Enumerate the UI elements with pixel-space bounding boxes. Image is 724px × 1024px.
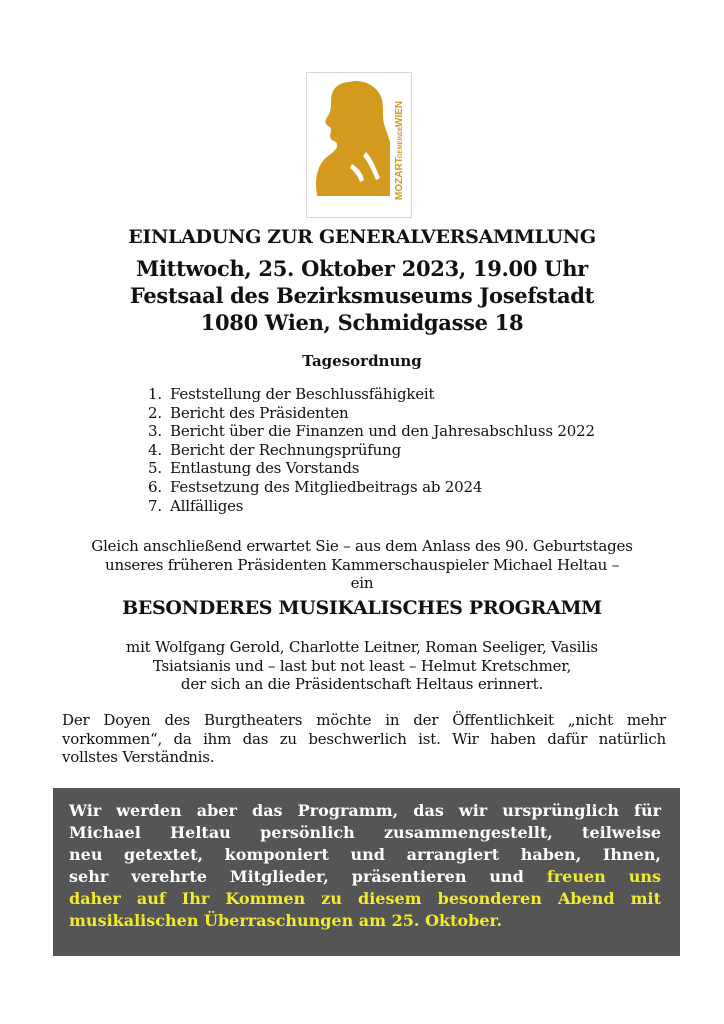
agenda-title: Tagesordnung xyxy=(302,352,422,370)
agenda-item: 3. Bericht über die Finanzen und den Jahresabschluss 2022 xyxy=(148,422,595,441)
event-venue: Festsaal des Bezirksmuseums Josefstadt xyxy=(129,283,595,308)
notice-highlight: daher auf Ihr Kommen zu diesem besonderen Abend mit xyxy=(69,889,661,908)
agenda-item: 7. Allfälliges xyxy=(148,496,244,515)
svg-text:MOZART: MOZART xyxy=(394,157,405,200)
svg-text:GEMEINDE: GEMEINDE xyxy=(398,125,404,158)
agenda-item: 6. Festsetzung des Mitgliedbeitrags ab 2024 xyxy=(148,477,483,496)
artists-paragraph: mit Wolfgang Gerold, Charlotte Leitner, Roman Seeliger, Vasilis Tsiatsianis und – last but not least – Helmut Kretschmer, der sich an die Präsidentschaft Heltaus erinnert. xyxy=(126,638,598,694)
notice-highlight: musikalischen Überraschungen am 25. Oktober. xyxy=(69,911,503,930)
notice-highlight: freuen uns xyxy=(546,867,661,886)
notice-box xyxy=(53,788,680,956)
intro-paragraph: Gleich anschließend erwartet Sie – aus dem Anlass des 90. Geburtstages unseres früheren Präsidenten Kammerschauspieler Michael Heltau – ein xyxy=(91,537,633,593)
doyen-paragraph: Der Doyen des Burgtheaters möchte in der Öffentlichkeit „nicht mehr vorkommen“, da ihm das zu beschwerlich ist. Wir haben dafür natürlich vollstes Verständnis. xyxy=(62,711,666,767)
agenda-item: 5. Entlastung des Vorstands xyxy=(148,459,360,478)
notice-text: Wir werden aber das Programm, das wir ursprünglich für Michael Heltau persönlich zusammengestellt, teilweise neu getextet, komponiert und arrangiert haben, Ihnen, sehr verehrte Mitglieder, präsentieren und freuen uns daher auf Ihr Kommen zu diesem besonderen Abend mit musikalischen Überraschungen am 25. Oktober. xyxy=(69,801,661,930)
invitation-title: EINLADUNG ZUR GENERALVERSAMMLUNG xyxy=(128,226,596,248)
event-date: Mittwoch, 25. Oktober 2023, 19.00 Uhr xyxy=(136,256,588,281)
mozart-silhouette-icon xyxy=(306,72,412,218)
agenda-item: 1. Feststellung der Beschlussfähigkeit xyxy=(148,385,435,403)
mozartgemeinde-logo xyxy=(306,72,412,218)
agenda-item: 2. Bericht des Präsidenten xyxy=(148,403,349,422)
agenda-item: 4. Bericht der Rechnungsprüfung xyxy=(148,440,401,459)
agenda-list xyxy=(148,385,595,515)
event-address: 1080 Wien, Schmidgasse 18 xyxy=(200,310,524,335)
program-title: BESONDERES MUSIKALISCHES PROGRAMM xyxy=(122,597,602,619)
svg-text:WIEN: WIEN xyxy=(394,100,405,127)
